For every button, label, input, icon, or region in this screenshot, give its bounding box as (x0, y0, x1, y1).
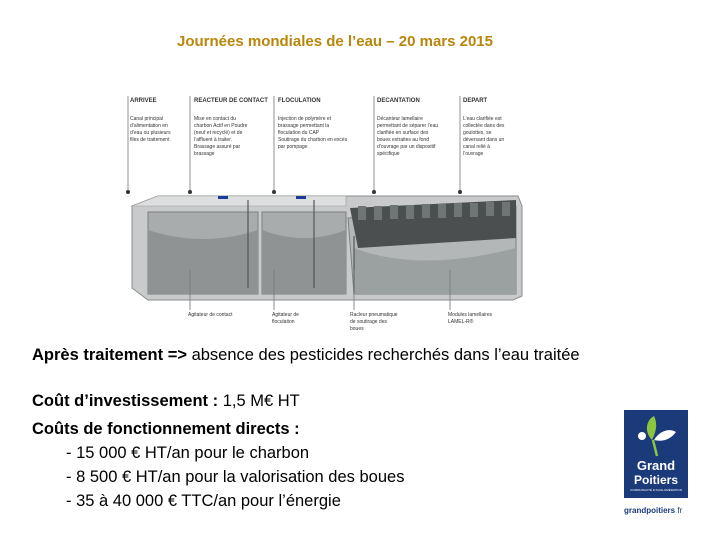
stage-text: l’ouvrage (463, 151, 484, 157)
stage-text: déversant dans un (463, 137, 505, 143)
stage-text: d’alimentation en (130, 123, 168, 129)
stage-heading: FLOCULATION (278, 98, 321, 104)
stage-text: d’ouvrage par un dispositif (377, 144, 436, 150)
stage-text: l’affluent à traiter. (194, 137, 232, 143)
equipment-label: Agitateur de contact (188, 312, 233, 318)
after-treatment-label: Après traitement => (32, 346, 187, 364)
stage-reacteur (194, 98, 268, 157)
stage-arrivee (130, 98, 171, 143)
stage-depart (463, 98, 505, 157)
stage-text: boues extraites au fond (377, 137, 429, 143)
stage-text: d’eau ou plusieurs (130, 130, 171, 136)
cost-item: - 15 000 € HT/an pour le charbon (66, 444, 310, 462)
stage-heading: ARRIVEE (130, 98, 157, 104)
investment-value: 1,5 M€ HT (218, 392, 300, 410)
stage-text: brassage permettant la (278, 123, 330, 129)
stage-floculation (278, 98, 348, 150)
stage-text: Brassage assuré par (194, 144, 241, 150)
stage-text: spécifique (377, 151, 400, 157)
tank-illustration (132, 196, 522, 300)
stage-heading: DECANTATION (377, 98, 420, 104)
stage-text: files de traitement (130, 137, 170, 143)
svg-text:Poitiers: Poitiers (633, 473, 679, 487)
stage-text: L’eau clarifiée est (463, 116, 502, 122)
stage-text: goulottes, se (463, 130, 492, 136)
stage-text: canal relié à (463, 144, 490, 150)
grand-poitiers-logo (624, 410, 688, 498)
equipment-label: boues (350, 326, 364, 332)
slide-title: Journées mondiales de l’eau – 20 mars 2015 (177, 33, 493, 50)
equipment-label: Modules lamellaires (448, 312, 493, 318)
stage-text: collectée dans des (463, 123, 505, 129)
equipment-label: Racleur pneumatique (350, 312, 398, 318)
stage-heading: REACTEUR DE CONTACT (194, 98, 268, 104)
operating-costs-heading: Coûts de fonctionnement directs : (32, 420, 300, 438)
stage-text: charbon Actif en Poudre (194, 123, 248, 129)
stage-decantation (377, 98, 438, 157)
stage-text: Soutirage du charbon en excès (278, 137, 348, 143)
stage-text: Décanteur lamellaire (377, 116, 423, 122)
cost-item: - 35 à 40 000 € TTC/an pour l’énergie (66, 492, 341, 510)
svg-text:Grand: Grand (636, 458, 676, 473)
stage-text: par pompage (278, 144, 308, 150)
stage-text: Mise en contact du (194, 116, 236, 122)
stage-text: clarifiée en surface des (377, 130, 429, 136)
stage-text: Injection de polymère et (278, 116, 332, 122)
equipment-labels (188, 312, 493, 332)
stage-text: permettant de séparer l’eau (377, 123, 439, 129)
stage-text: floculation du CAP (278, 130, 320, 136)
stage-text: (neuf et recyclé) et de (194, 130, 243, 136)
stage-text: Canal principal (130, 116, 164, 122)
after-treatment-line (32, 346, 580, 365)
treatment-process-diagram (118, 88, 528, 343)
cost-item: - 8 500 € HT/an pour la valorisation des boues (66, 468, 405, 486)
investment-label: Coût d’investissement : (32, 392, 219, 410)
equipment-label: Agitateur de (272, 312, 299, 318)
after-treatment-value: absence des pesticides recherchés dans l’eau traitée (186, 346, 580, 364)
pointer-dots (126, 190, 462, 194)
equipment-label: de soutirage des (350, 319, 387, 325)
investment-line (32, 392, 300, 411)
stage-text: brassage (194, 151, 215, 157)
svg-text:COMMUNAUTÉ D’AGGLOMÉRATION: COMMUNAUTÉ D’AGGLOMÉRATION (630, 488, 682, 492)
logo-url: grandpoitiers.fr (624, 506, 683, 515)
equipment-label: LAMEL-R® (448, 319, 474, 325)
stage-heading: DEPART (463, 98, 488, 104)
equipment-label: floculation (272, 319, 295, 325)
